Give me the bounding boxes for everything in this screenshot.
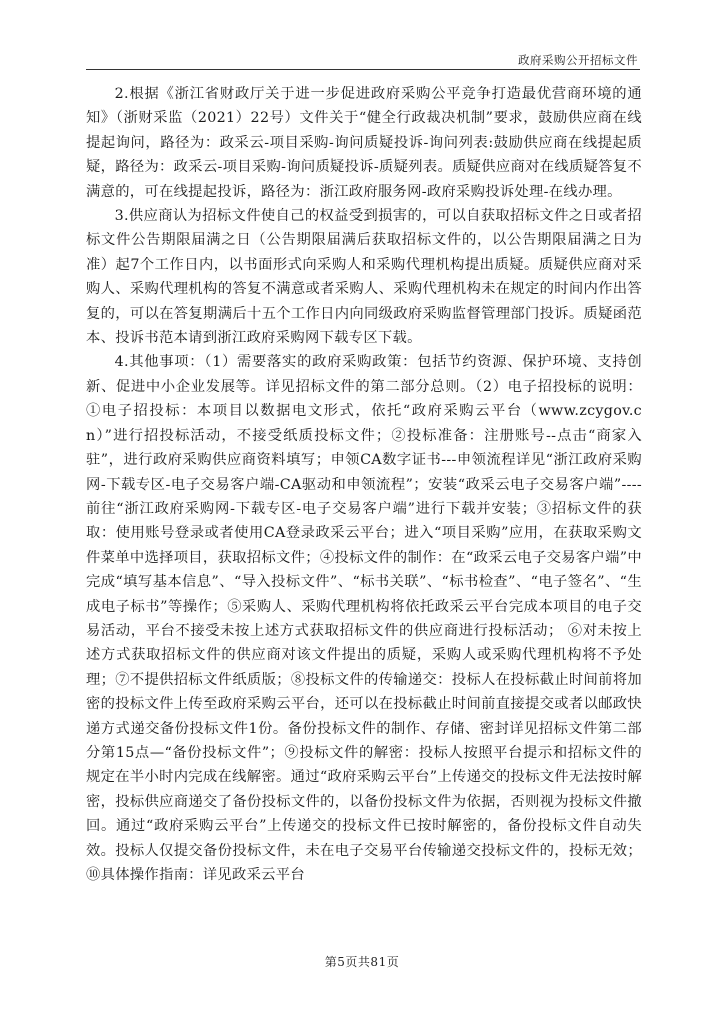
document-body [86, 82, 642, 887]
document-header-title: 政府采购公开招标文件 [518, 53, 638, 67]
paragraph-inquiry-path: 2.根据《浙江省财政厅关于进一步促进政府采购公平竞争打造最优营商环境的通知》（浙财采监（2021）22号）文件关于“健全行政裁决机制”要求，鼓励供应商在线提起询问，路径为：政采云-项目采购-询问质疑投诉-询问列表:鼓励供应商在线提起质疑，路径为：政采云-项目采购-询问质疑投诉-质疑列表。质疑供应商对在线质疑答复不满意的，可在线提起投诉，路径为：浙江政府服务网-政府采购投诉处理-在线办理。 [86, 86, 642, 200]
header-divider [86, 69, 640, 70]
paragraph-other-matters: 4.其他事项：（1）需要落实的政府采购政策：包括节约资源、保护环境、支持创新、促进中小企业发展等。详见招标文件的第二部分总则。（2）电子招投标的说明：①电子招投标：本项目以数据电文形式，依托“政府采购云平台（www.zcygov.cn）”进行招投标活动，不接受纸质投标文件；②投标准备：注册账号--点击“商家入驻”，进行政府采购供应商资料填写；申领CA数字证书---申领流程详见“浙江政府采购网-下载专区-电子交易客户端-CA驱动和申领流程”；安装“政采云电子交易客户端”----前往“浙江政府采购网-下载专区-电子交易客户端”进行下载并安装；③招标文件的获取：使用账号登录或者使用CA登录政采云平台；进入“项目采购”应用，在获取采购文件菜单中选择项目，获取招标文件；④投标文件的制作：在“政采云电子交易客户端”中完成“填写基本信息”、“导入投标文件”、“标书关联”、“标书检查”、“电子签名”、“生成电子标书”等操作；⑤采购人、采购代理机构将依托政采云平台完成本项目的电子交易活动，平台不接受未按上述方式获取招标文件的供应商进行投标活动； ⑥对未按上述方式获取招标文件的供应商对该文件提出的质疑，采购人或采购代理机构将不予处理；⑦不提供招标文件纸质版；⑧投标文件的传输递交：投标人在投标截止时间前将加密的投标文件上传至政府采购云平台，还可以在投标截止时间前直接提交或者以邮政快递方式递交备份投标文件1份。备份投标文件的制作、存储、密封详见招标文件第二部分第15点—“备份投标文件”；⑨投标文件的解密：投标人按照平台提示和招标文件的规定在半小时内完成在线解密。通过“政府采购云平台”上传递交的投标文件无法按时解密，投标供应商递交了备份投标文件的，以备份投标文件为依据，否则视为投标文件撤回。通过“政府采购云平台”上传递交的投标文件已按时解密的，备份投标文件自动失效。投标人仅提交备份投标文件，未在电子交易平台传输递交投标文件的，投标无效；⑩具体操作指南：详见政采云平台 [86, 354, 642, 883]
page-number: 第5页共81页 [324, 955, 400, 969]
paragraph-challenge-procedure: 3.供应商认为招标文件使自己的权益受到损害的，可以自获取招标文件之日或者招标文件公告期限届满之日（公告期限届满后获取招标文件的，以公告期限届满之日为准）起7个工作日内，以书面形式向采购人和采购代理机构提出质疑。质疑供应商对采购人、采购代理机构的答复不满意或者采购人、采购代理机构未在规定的时间内作出答复的，可以在答复期满后十五个工作日内向同级政府采购监督管理部门投诉。质疑函范本、投诉书范本请到浙江政府采购网下载专区下载。 [86, 208, 642, 347]
